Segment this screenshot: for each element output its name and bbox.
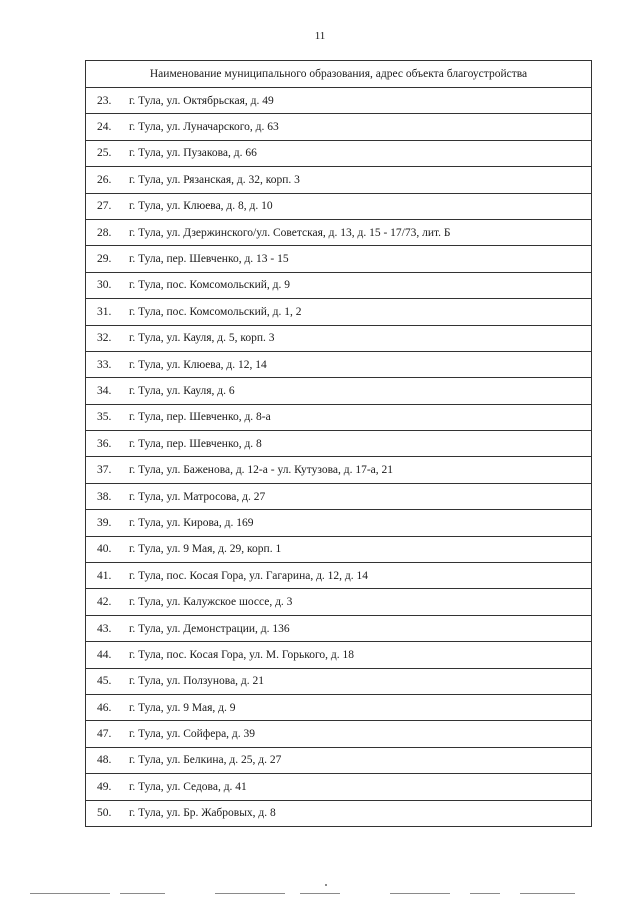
row-number: 33.: [97, 358, 112, 371]
table-row: [86, 299, 592, 325]
table-row: [86, 219, 592, 245]
table-row: [86, 800, 592, 826]
table-row: [86, 88, 592, 114]
objects-table: [85, 60, 592, 827]
table-cell: [86, 483, 592, 509]
table-cell: [86, 774, 592, 800]
table-row: [86, 510, 592, 536]
row-address: г. Тула, ул. Сойфера, д. 39: [129, 728, 256, 741]
table-cell: [86, 193, 592, 219]
table-row: [86, 246, 592, 272]
table-header: Наименование муниципального образования, адрес объекта благоустройства: [86, 61, 592, 88]
row-address: г. Тула, ул. Баженова, д. 12-а - ул. Кутузова, д. 17-а, 21: [129, 464, 394, 477]
table-cell: [86, 114, 592, 140]
table-row: [86, 140, 592, 166]
table-row: [86, 114, 592, 140]
row-address: г. Тула, ул. Ползунова, д. 21: [129, 675, 265, 688]
table-cell: [86, 431, 592, 457]
row-address: г. Тула, ул. Пузакова, д. 66: [129, 147, 257, 160]
row-number: 50.: [97, 807, 112, 820]
row-address: г. Тула, ул. Октябрьская, д. 49: [129, 94, 274, 107]
row-address: г. Тула, ул. Рязанская, д. 32, корп. 3: [129, 173, 300, 186]
table-row: [86, 747, 592, 773]
page-number: 11: [314, 30, 326, 42]
table-row: [86, 694, 592, 720]
row-address: г. Тула, ул. 9 Мая, д. 9: [129, 701, 236, 714]
table-row: [86, 483, 592, 509]
table-cell: [86, 219, 592, 245]
table-cell: [86, 615, 592, 641]
table-row: [86, 642, 592, 668]
table-cell: [86, 88, 592, 114]
table-cell: [86, 536, 592, 562]
table-cell: [86, 351, 592, 377]
row-address: г. Тула, ул. Седова, д. 41: [129, 780, 247, 793]
table-cell: [86, 299, 592, 325]
table-row: [86, 774, 592, 800]
table-row: [86, 563, 592, 589]
table-body: [86, 88, 592, 827]
row-address: г. Тула, ул. Кауля, д. 6: [129, 384, 235, 397]
table-cell: [86, 272, 592, 298]
table-row: [86, 193, 592, 219]
table-cell: [86, 457, 592, 483]
row-address: г. Тула, пос. Косая Гора, ул. Гагарина, д. 12, д. 14: [129, 569, 369, 582]
row-address: г. Тула, ул. Белкина, д. 25, д. 27: [129, 754, 282, 767]
row-number: 25.: [97, 147, 112, 160]
row-number: 23.: [97, 94, 112, 107]
row-number: 43.: [97, 622, 112, 635]
row-address: г. Тула, пос. Комсомольский, д. 9: [129, 279, 291, 292]
table-cell: [86, 694, 592, 720]
table-cell: [86, 167, 592, 193]
row-number: 26.: [97, 173, 112, 186]
row-number: 32.: [97, 332, 112, 345]
scan-artifacts: [0, 880, 640, 900]
table-cell: [86, 800, 592, 826]
table-row: [86, 668, 592, 694]
row-number: 34.: [97, 384, 112, 397]
row-number: 39.: [97, 516, 112, 529]
row-number: 41.: [97, 569, 112, 582]
row-address: г. Тула, ул. Бр. Жабровых, д. 8: [129, 807, 276, 820]
row-address: г. Тула, ул. Клюева, д. 8, д. 10: [129, 200, 273, 213]
row-number: 46.: [97, 701, 112, 714]
row-address: г. Тула, ул. Калужское шоссе, д. 3: [129, 596, 293, 609]
row-address: г. Тула, пос. Косая Гора, ул. М. Горького, д. 18: [129, 648, 355, 661]
row-number: 30.: [97, 279, 112, 292]
table-row: [86, 404, 592, 430]
row-number: 44.: [97, 648, 112, 661]
row-number: 48.: [97, 754, 112, 767]
table-row: [86, 536, 592, 562]
row-address: г. Тула, пос. Комсомольский, д. 1, 2: [129, 305, 302, 318]
row-number: 40.: [97, 543, 112, 556]
row-number: 31.: [97, 305, 112, 318]
row-address: г. Тула, ул. Дзержинского/ул. Советская, д. 13, д. 15 - 17/73, лит. Б: [129, 226, 451, 239]
table-cell: [86, 668, 592, 694]
table-cell: [86, 563, 592, 589]
row-address: г. Тула, ул. Луначарского, д. 63: [129, 121, 279, 134]
row-address: г. Тула, пер. Шевченко, д. 8-а: [129, 411, 271, 424]
table-cell: [86, 747, 592, 773]
table-cell: [86, 721, 592, 747]
table-row: [86, 351, 592, 377]
table-row: [86, 167, 592, 193]
row-address: г. Тула, ул. 9 Мая, д. 29, корп. 1: [129, 543, 282, 556]
row-address: г. Тула, пер. Шевченко, д. 8: [129, 437, 262, 450]
row-number: 24.: [97, 121, 112, 134]
row-number: 35.: [97, 411, 112, 424]
table-row: [86, 589, 592, 615]
table-row: [86, 615, 592, 641]
table-cell: [86, 140, 592, 166]
table-row: [86, 272, 592, 298]
table-cell: [86, 246, 592, 272]
table-row: [86, 457, 592, 483]
table-cell: [86, 589, 592, 615]
row-number: 28.: [97, 226, 112, 239]
row-number: 37.: [97, 464, 112, 477]
table-cell: [86, 642, 592, 668]
table-cell: [86, 510, 592, 536]
row-number: 42.: [97, 596, 112, 609]
row-number: 47.: [97, 728, 112, 741]
row-number: 45.: [97, 675, 112, 688]
row-address: г. Тула, ул. Кирова, д. 169: [129, 516, 254, 529]
row-address: г. Тула, пер. Шевченко, д. 13 - 15: [129, 253, 289, 266]
row-address: г. Тула, ул. Клюева, д. 12, 14: [129, 358, 267, 371]
table-row: [86, 721, 592, 747]
table-cell: [86, 404, 592, 430]
row-address: г. Тула, ул. Демонстрации, д. 136: [129, 622, 290, 635]
row-number: 38.: [97, 490, 112, 503]
row-number: 36.: [97, 437, 112, 450]
row-address: г. Тула, ул. Матросова, д. 27: [129, 490, 266, 503]
row-number: 27.: [97, 200, 112, 213]
table-row: [86, 325, 592, 351]
table-header-row: [86, 61, 592, 88]
table-row: [86, 378, 592, 404]
table-row: [86, 431, 592, 457]
row-number: 29.: [97, 253, 112, 266]
table-cell: [86, 325, 592, 351]
row-address: г. Тула, ул. Кауля, д. 5, корп. 3: [129, 332, 275, 345]
table-cell: [86, 378, 592, 404]
row-number: 49.: [97, 780, 112, 793]
